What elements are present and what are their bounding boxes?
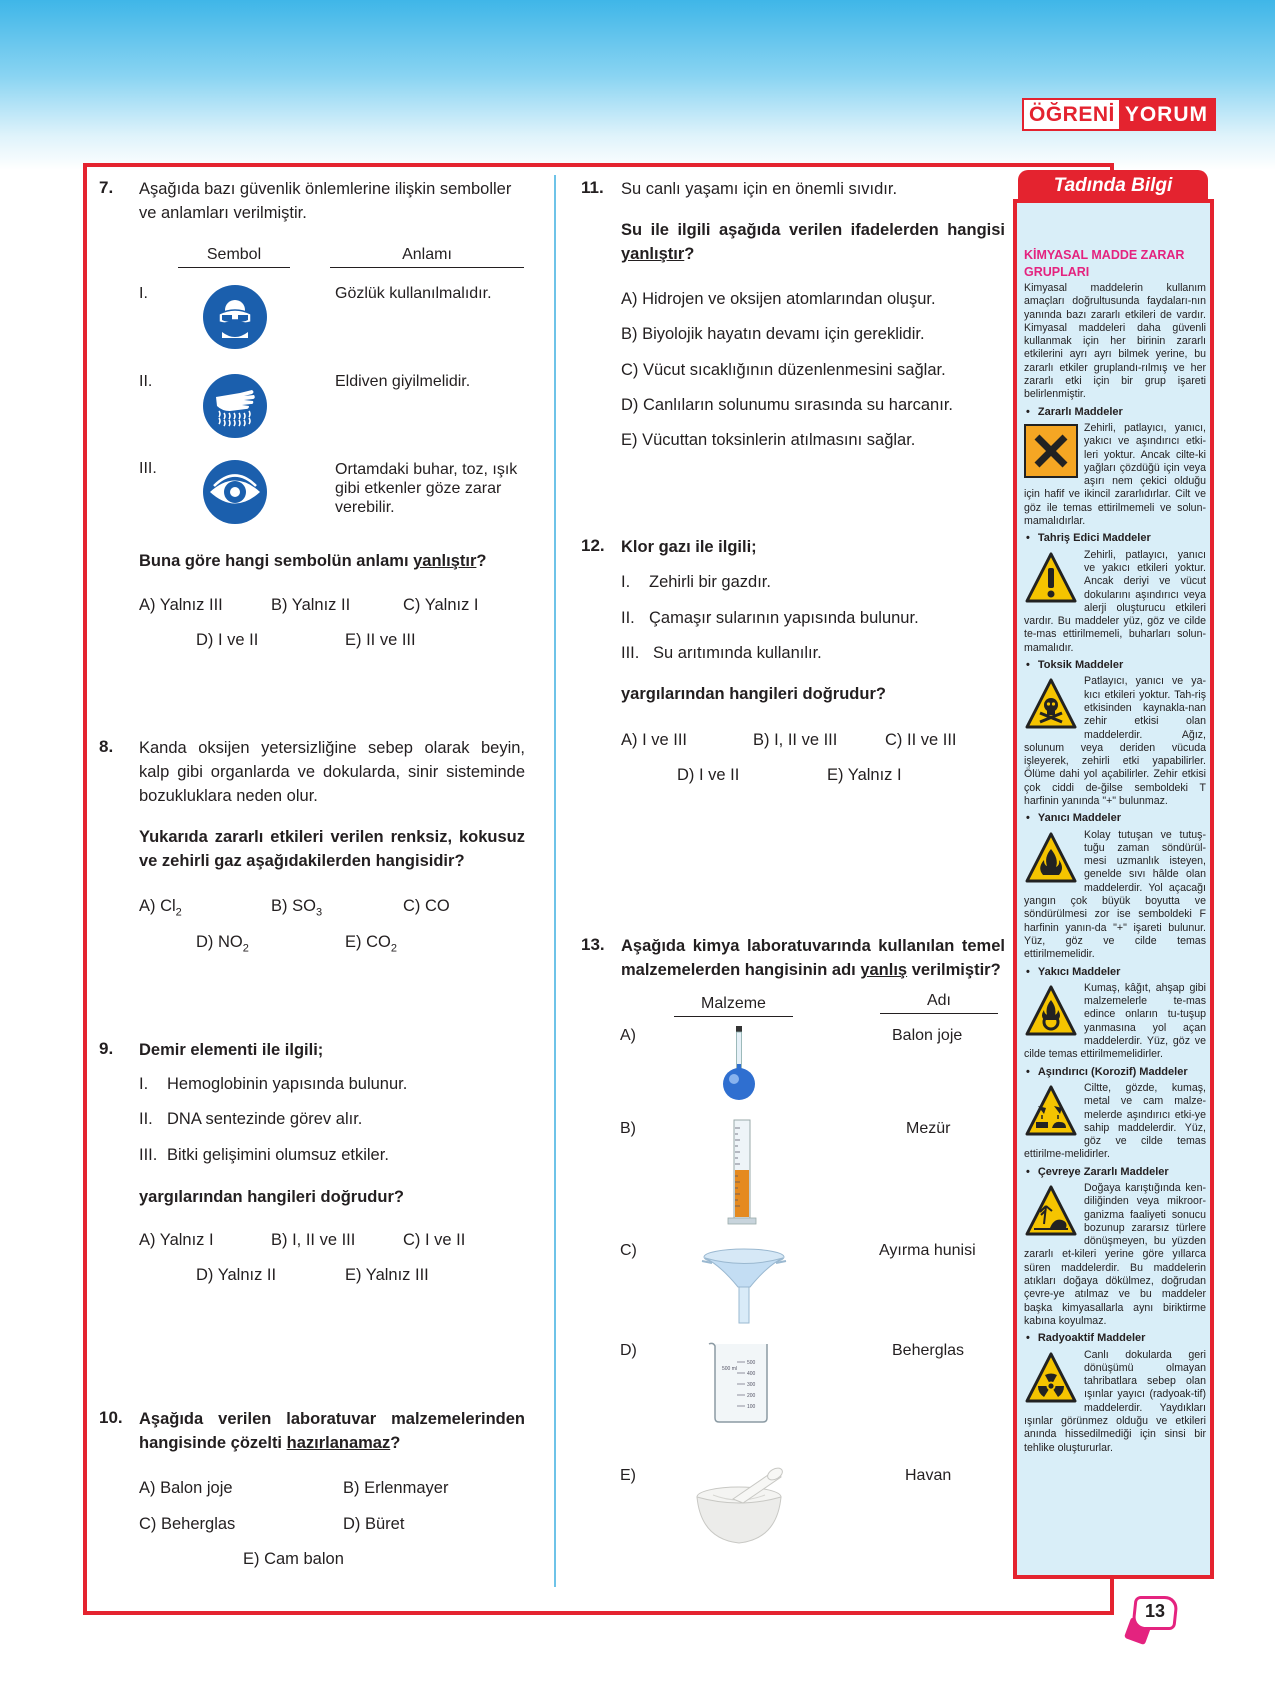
q10-option-b[interactable]: B) Erlenmayer bbox=[343, 1479, 449, 1497]
q9-option-e[interactable]: E) Yalnız III bbox=[345, 1266, 429, 1284]
q13-stem bbox=[621, 934, 1005, 982]
q12-option-e[interactable]: E) Yalnız I bbox=[827, 766, 902, 784]
environment-hazard-icon bbox=[1024, 1184, 1078, 1238]
q13-row-e-letter: E) bbox=[620, 1467, 636, 1484]
sidebar-section-text: Zehirli, patlayıcı, yanıcı ve yakıcı etkileri yoktur. Ancak deriyi ve vücut dokularını aşındırıcı veya alerji oluşturucu etkileri vardır. Bu maddeler yüz, göz ve cilde te-mas ettirilmemeli, buharları solun-mamalıdır. bbox=[1024, 548, 1206, 654]
q10-option-c[interactable]: C) Beherglas bbox=[139, 1515, 236, 1533]
q10-stem bbox=[139, 1407, 525, 1455]
q8-option-b[interactable] bbox=[271, 897, 322, 918]
graduated-cylinder-icon bbox=[725, 1118, 759, 1226]
corrosive-icon bbox=[1024, 1084, 1078, 1138]
page-number: 13 bbox=[1144, 1601, 1166, 1621]
q8-option-d-label: D) NO bbox=[196, 933, 243, 951]
funnel-icon bbox=[700, 1247, 788, 1325]
q10-option-a[interactable]: A) Balon joje bbox=[139, 1479, 233, 1497]
q13-col-name: Adı bbox=[880, 992, 998, 1014]
header-gradient-band bbox=[0, 0, 1275, 170]
q11-option-e[interactable]: E) Vücuttan toksinlerin atılmasını sağlar. bbox=[621, 431, 916, 449]
sidebar-content bbox=[1024, 247, 1206, 1455]
q9-item3-text: Bitki gelişimini olumsuz etkiler. bbox=[167, 1146, 389, 1164]
q7-question-underlined: yanlıştır bbox=[413, 552, 477, 570]
sidebar-section-title: • Aşındırıcı (Korozif) Maddeler bbox=[1024, 1066, 1206, 1079]
q7-option-e[interactable]: E) II ve III bbox=[345, 631, 416, 649]
q11-question-underlined: yanlıştır bbox=[621, 245, 685, 263]
q8-option-c[interactable] bbox=[403, 897, 450, 916]
sidebar-tab-title: Tadında Bilgi bbox=[1018, 170, 1208, 202]
q13-row-d-letter: D) bbox=[620, 1342, 637, 1359]
q8-option-b-label: B) SO bbox=[271, 897, 316, 915]
glove-icon bbox=[202, 373, 268, 439]
q9-number: 9. bbox=[99, 1039, 114, 1058]
q9-item3-roman: III. bbox=[139, 1146, 158, 1164]
q13-col-material: Malzeme bbox=[674, 995, 793, 1017]
sidebar-section-text: Doğaya karıştığında ken-diliğinden veya mikroor-ganizma faaliyeti sonucu bozunup zararsız türlere dönüşmeyen, bu yüzden zararlı et-kileri yerine göre yıllarca süren maddelerdir. Bu maddelerin atıkları doğaya dökülmez, doğrudan çevre-ye atılmaz ve bu maddeler başka kimyasallarla aynı biriktirme kabına koyulmaz. bbox=[1024, 1182, 1206, 1327]
toxic-skull-icon bbox=[1024, 677, 1078, 731]
flammable-flame-icon bbox=[1024, 831, 1078, 885]
q13-row-b-letter: B) bbox=[620, 1120, 636, 1137]
q9-option-b[interactable]: B) I, II ve III bbox=[271, 1231, 356, 1249]
harmful-x-icon bbox=[1024, 424, 1078, 478]
q9-question: yargılarından hangileri doğrudur? bbox=[139, 1188, 404, 1206]
beaker-volume-label: 500 ml bbox=[722, 1366, 738, 1372]
sidebar-section bbox=[1024, 982, 1206, 1062]
q9-item1-text: Hemoglobinin yapısında bulunur. bbox=[167, 1075, 408, 1093]
q12-item3-roman: III. bbox=[621, 644, 640, 662]
sidebar-section bbox=[1024, 549, 1206, 655]
sidebar-section-title: • Çevreye Zararlı Maddeler bbox=[1024, 1166, 1206, 1179]
eye-icon bbox=[202, 459, 268, 525]
q12-question: yargılarından hangileri doğrudur? bbox=[621, 685, 886, 703]
q7-question-mark: ? bbox=[476, 552, 487, 570]
q12-item1-text: Zehirli bir gazdır. bbox=[649, 573, 771, 591]
q8-option-a-label: A) Cl bbox=[139, 897, 176, 915]
sidebar-section-text: Kolay tutuşan ve tutuş-tuğu zaman söndürül-mesi uzmanlık isteyen, genelde sıvı hâlde olan maddelerdir. Yol açacağı yangın çok büyük boyutta ve söndürülmesi zor ise semboldeki F harfinin yanın-da "+" işareti bulunur. Yüz, göz ve cilde temas ettirilmemelidir. bbox=[1024, 828, 1206, 961]
main-frame-bottom-border bbox=[83, 1611, 1113, 1615]
q8-number: 8. bbox=[99, 737, 114, 756]
sidebar-title: KİMYASAL MADDE ZARAR GRUPLARI bbox=[1024, 248, 1185, 279]
sidebar-section bbox=[1024, 1349, 1206, 1455]
q7-row3-meaning: Ortamdaki buhar, toz, ışık gibi etkenler göze zarar verebilir. bbox=[335, 461, 518, 516]
q12-stem: Klor gazı ile ilgili; bbox=[621, 538, 757, 556]
q7-row3-roman: III. bbox=[139, 460, 157, 477]
q13-stem-underlined: yanlış bbox=[860, 961, 908, 979]
q13-row-d-name: Beherglas bbox=[892, 1342, 965, 1359]
sidebar-section bbox=[1024, 1082, 1206, 1162]
q7-stem: Aşağıda bazı güvenlik önlemlerine ilişkin semboller ve anlamları verilmiştir. bbox=[139, 180, 512, 222]
q7-option-a[interactable]: A) Yalnız III bbox=[139, 596, 223, 614]
beaker-icon bbox=[705, 1340, 777, 1424]
brand-part2: YORUM bbox=[1119, 100, 1214, 129]
brand-logo bbox=[1022, 98, 1216, 131]
q12-option-b[interactable]: B) I, II ve III bbox=[753, 731, 838, 749]
beaker-mark-label: 300 bbox=[747, 1382, 756, 1388]
sidebar-section-text: Patlayıcı, yanıcı ve ya-kıcı etkileri yoktur. Tah-riş etkisinden kaynakla-nan zehir etkisi olan maddelerdir. Ağız, solunum veya deriden vücuda işleyerek, zehirli etki yapabilirler. Ölüme dahi yol açabilirler. Zehir etkisi çok ciddi de-ğilse semboldeki T harfinin yanında "+" bulunmaz. bbox=[1024, 675, 1206, 807]
q12-option-c[interactable]: C) II ve III bbox=[885, 731, 957, 749]
q10-number: 10. bbox=[99, 1408, 123, 1427]
q13-stem-end: verilmiştir? bbox=[907, 961, 1001, 979]
q8-option-c-label: C) CO bbox=[403, 897, 450, 915]
q7-row2-roman: II. bbox=[139, 373, 153, 390]
column-separator bbox=[554, 175, 556, 1587]
q12-number: 12. bbox=[581, 536, 605, 555]
beaker-mark-label: 100 bbox=[747, 1404, 756, 1410]
q13-row-e-name: Havan bbox=[905, 1467, 952, 1484]
sidebar-section-title: • Yakıcı Maddeler bbox=[1024, 966, 1206, 979]
q10-stem-mark: ? bbox=[390, 1434, 401, 1452]
q12-item3-text: Su arıtımında kullanılır. bbox=[653, 644, 822, 662]
q11-option-c[interactable]: C) Vücut sıcaklığının düzenlenmesini sağlar. bbox=[621, 361, 946, 379]
q9-option-a[interactable]: A) Yalnız I bbox=[139, 1231, 214, 1249]
q13-row-a-name: Balon joje bbox=[892, 1027, 963, 1044]
q9-item2-roman: II. bbox=[139, 1110, 153, 1128]
q8-option-e-sub: 2 bbox=[390, 942, 397, 955]
beaker-mark-label: 200 bbox=[747, 1393, 756, 1399]
q11-number: 11. bbox=[581, 178, 604, 197]
q10-stem-underlined: hazırlanamaz bbox=[286, 1434, 391, 1452]
q11-option-a[interactable]: A) Hidrojen ve oksijen atomlarından oluşur. bbox=[621, 290, 936, 308]
q11-question-text: Su ile ilgili aşağıda verilen ifadelerden hangisi bbox=[621, 221, 1005, 239]
sidebar-intro: Kimyasal maddelerin kullanım amaçları doğrultusunda faydaları-nın yanında bazı zararlı etkileri de vardır. Kimyasal maddeleri daha güvenli kullanmak için her birinin zararlı etkilerini ayrı ayrı bilmek yerine, bu zararlı etkiler gruplandı-rılmış ve her zararlı etki için bir grup işareti belirlenmiştir. bbox=[1024, 282, 1206, 401]
q8-question: Yukarıda zararlı etkileri verilen renksiz, kokusuz ve zehirli gaz aşağıdakilerden hangisidir? bbox=[139, 828, 525, 870]
sidebar-section bbox=[1024, 1182, 1206, 1328]
q7-number: 7. bbox=[99, 178, 114, 197]
q10-option-e[interactable]: E) Cam balon bbox=[243, 1550, 344, 1568]
q10-option-d[interactable]: D) Büret bbox=[343, 1515, 405, 1533]
q8-option-a[interactable] bbox=[139, 897, 182, 918]
q9-option-c[interactable]: C) I ve II bbox=[403, 1231, 466, 1249]
q8-option-e-label: E) CO bbox=[345, 933, 391, 951]
radioactive-icon bbox=[1024, 1351, 1078, 1405]
q8-stem: Kanda oksijen yetersizliğine sebep olarak beyin, kalp gibi organlarda ve dokularda, sinir sisteminde bozukluklara neden olur. bbox=[139, 739, 525, 805]
q12-item2-text: Çamaşır sularının yapısında bulunur. bbox=[649, 609, 919, 627]
sidebar-section bbox=[1024, 675, 1206, 808]
sidebar-section-title: • Yanıcı Maddeler bbox=[1024, 812, 1206, 825]
q7-col-meaning: Anlamı bbox=[330, 246, 524, 268]
q8-option-b-sub: 3 bbox=[315, 906, 323, 919]
sidebar-section-title: • Toksik Maddeler bbox=[1024, 659, 1206, 672]
q13-row-a-letter: A) bbox=[620, 1027, 636, 1044]
sidebar-section-text: Kumaş, kâğıt, ahşap gibi malzemelerle te-mas edince onların tu-tuşup yanmasına yol açan maddelerdir. Yüz, göz ve cilde temas ettirilmemelidirler. bbox=[1024, 981, 1206, 1061]
q13-number: 13. bbox=[581, 935, 605, 954]
sidebar-info-box bbox=[1013, 199, 1214, 1579]
sidebar-section bbox=[1024, 422, 1206, 528]
q7-option-b[interactable]: B) Yalnız II bbox=[271, 596, 351, 614]
goggles-icon bbox=[202, 284, 268, 350]
sidebar-section bbox=[1024, 829, 1206, 962]
q8-option-a-sub: 2 bbox=[175, 906, 182, 919]
sidebar-section-text: Ciltte, gözde, kumaş, metal ve cam malze-melerde aşındırıcı etki-ye sahip maddelerdir. Yüz, göz ve cilde temas ettirilme-melidirler. bbox=[1024, 1081, 1206, 1161]
q12-item1-roman: I. bbox=[621, 573, 631, 591]
oxidizing-flame-icon bbox=[1024, 984, 1078, 1038]
q7-option-d[interactable]: D) I ve II bbox=[196, 631, 259, 649]
q7-option-c[interactable]: C) Yalnız I bbox=[403, 596, 479, 614]
q7-question-text: Buna göre hangi sembolün anlamı bbox=[139, 552, 414, 570]
volumetric-flask-icon bbox=[717, 1026, 761, 1104]
irritant-exclamation-icon bbox=[1024, 551, 1078, 605]
q10-stem-text: Aşağıda verilen laboratuvar malzemelerinden hangisinde çözelti bbox=[139, 1410, 525, 1452]
q11-question bbox=[621, 218, 1005, 266]
q13-stem-text: Aşağıda kimya laboratuvarında kullanılan temel malzemelerden hangisinin adı bbox=[621, 937, 1005, 979]
q8-option-d-sub: 2 bbox=[242, 942, 249, 955]
sidebar-section-text: Canlı dokularda geri dönüşümü olmayan tahribatlara sebep olan ışınlar yayıcı (radyoak-tif) maddelerdir. Yaydıkları ışınlar görünmez olduğu ve etkileri anında hissedilmediği için sinsi bir tehlike oluştururlar. bbox=[1024, 1348, 1206, 1454]
sidebar-section-text: Zehirli, patlayıcı, yanıcı, yakıcı ve aşındırıcı etki-leri yoktur. Ancak cilte-ki yağları çözdüğü için veya aşırı nem çekici olduğu için hafif ve ikincil zararlıdırlar. Cilt ve göz ile temas ettirilmemeli ve solun-mamalıdırlar. bbox=[1024, 421, 1206, 528]
q9-item1-roman: I. bbox=[139, 1075, 149, 1093]
sidebar-section-title: • Zararlı Maddeler bbox=[1024, 406, 1206, 419]
q8-option-d[interactable] bbox=[196, 933, 249, 954]
beaker-mark-label: 500 bbox=[747, 1360, 756, 1366]
q11-question-mark: ? bbox=[684, 245, 695, 263]
q11-stem: Su canlı yaşamı için en önemli sıvıdır. bbox=[621, 180, 898, 198]
q9-item2-text: DNA sentezinde görev alır. bbox=[167, 1110, 363, 1128]
sidebar-section-title: • Tahriş Edici Maddeler bbox=[1024, 532, 1206, 545]
mortar-icon bbox=[693, 1467, 785, 1547]
q8-option-e[interactable] bbox=[345, 933, 397, 954]
q11-option-d[interactable]: D) Canlıların solunumu sırasında su harcanır. bbox=[621, 396, 953, 414]
q7-row1-roman: I. bbox=[139, 285, 148, 302]
q13-row-b-name: Mezür bbox=[906, 1120, 951, 1137]
beaker-mark-label: 400 bbox=[747, 1371, 756, 1377]
q13-row-c-letter: C) bbox=[620, 1242, 637, 1259]
q7-row2-meaning: Eldiven giyilmelidir. bbox=[335, 373, 471, 390]
q9-stem: Demir elementi ile ilgili; bbox=[139, 1041, 324, 1059]
q12-option-d[interactable]: D) I ve II bbox=[677, 766, 740, 784]
q9-option-d[interactable]: D) Yalnız II bbox=[196, 1266, 277, 1284]
sidebar-section-title: • Radyoaktif Maddeler bbox=[1024, 1332, 1206, 1345]
q7-row1-meaning: Gözlük kullanılmalıdır. bbox=[335, 285, 492, 302]
q12-item2-roman: II. bbox=[621, 609, 635, 627]
brand-part1: ÖĞRENİ bbox=[1029, 103, 1115, 126]
q7-col-symbol: Sembol bbox=[178, 246, 290, 268]
q11-option-b[interactable]: B) Biyolojik hayatın devamı için gereklidir. bbox=[621, 325, 925, 343]
q7-question bbox=[139, 549, 529, 573]
q12-option-a[interactable]: A) I ve III bbox=[621, 731, 688, 749]
q13-row-c-name: Ayırma hunisi bbox=[879, 1242, 976, 1259]
